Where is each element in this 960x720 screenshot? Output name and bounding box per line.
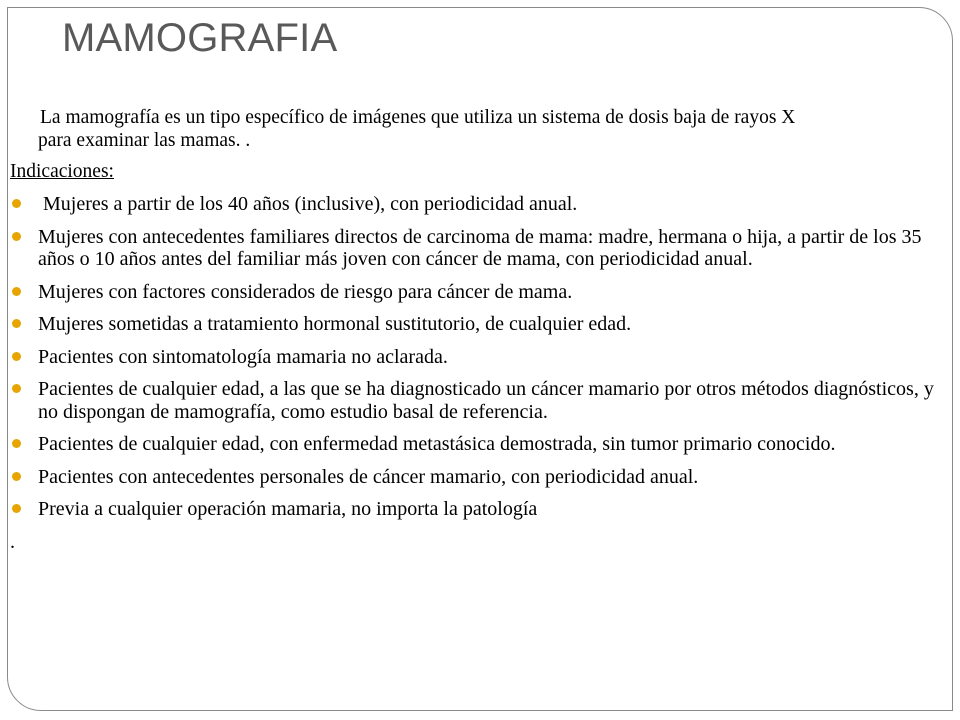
indications-heading: Indicaciones: bbox=[10, 161, 114, 182]
bullet-dot-icon bbox=[12, 319, 21, 328]
intro-paragraph bbox=[10, 106, 952, 152]
bullet-dot-icon bbox=[12, 199, 21, 208]
list-item-text: Mujeres a partir de los 40 años (inclusive), con periodicidad anual. bbox=[38, 193, 578, 215]
list-item-text: Pacientes de cualquier edad, a las que se ha diagnosticado un cáncer mamario por otros métodos diagnósticos, y no dispongan de mamografía, como estudio basal de referencia. bbox=[38, 378, 934, 423]
slide-content bbox=[10, 106, 952, 553]
list-item bbox=[10, 226, 952, 271]
bullet-dot-icon bbox=[12, 287, 21, 296]
list-item-text: Previa a cualquier operación mamaria, no importa la patología bbox=[38, 498, 538, 520]
bullet-dot-icon bbox=[12, 232, 21, 241]
list-item bbox=[10, 281, 952, 304]
intro-line-1: La mamografía es un tipo específico de imágenes que utiliza un sistema de dosis baja de rayos X bbox=[40, 107, 796, 128]
intro-line-2: para examinar las mamas. . bbox=[38, 130, 251, 151]
bullet-dot-icon bbox=[12, 472, 21, 481]
list-item bbox=[10, 313, 952, 336]
bullet-dot-icon bbox=[12, 439, 21, 448]
list-item bbox=[10, 433, 952, 456]
list-item-text: Mujeres con factores considerados de riesgo para cáncer de mama. bbox=[38, 280, 573, 303]
list-item-text: Mujeres sometidas a tratamiento hormonal sustitutorio, de cualquier edad. bbox=[38, 313, 632, 335]
bullet-dot-icon bbox=[12, 504, 21, 513]
list-item-text: Pacientes de cualquier edad, con enfermedad metastásica demostrada, sin tumor primario conocido. bbox=[38, 433, 836, 455]
list-item bbox=[10, 378, 952, 423]
bullet-dot-icon bbox=[12, 352, 21, 361]
list-item bbox=[10, 346, 952, 369]
indications-list bbox=[10, 193, 952, 521]
list-item-text: Pacientes con sintomatología mamaria no aclarada. bbox=[38, 345, 448, 368]
list-item-text: Mujeres con antecedentes familiares directos de carcinoma de mama: madre, hermana o hija, a partir de los 35 años o 10 años antes del familiar más joven con cáncer de mama, con periodicidad anual. bbox=[38, 225, 922, 270]
list-item bbox=[10, 466, 952, 489]
slide-title: MAMOGRAFIA bbox=[62, 16, 338, 60]
trailing-period: . bbox=[10, 530, 15, 553]
list-item bbox=[10, 498, 952, 521]
bullet-dot-icon bbox=[12, 384, 21, 393]
list-item-text: Pacientes con antecedentes personales de cáncer mamario, con periodicidad anual. bbox=[38, 465, 699, 488]
list-item bbox=[10, 193, 952, 216]
